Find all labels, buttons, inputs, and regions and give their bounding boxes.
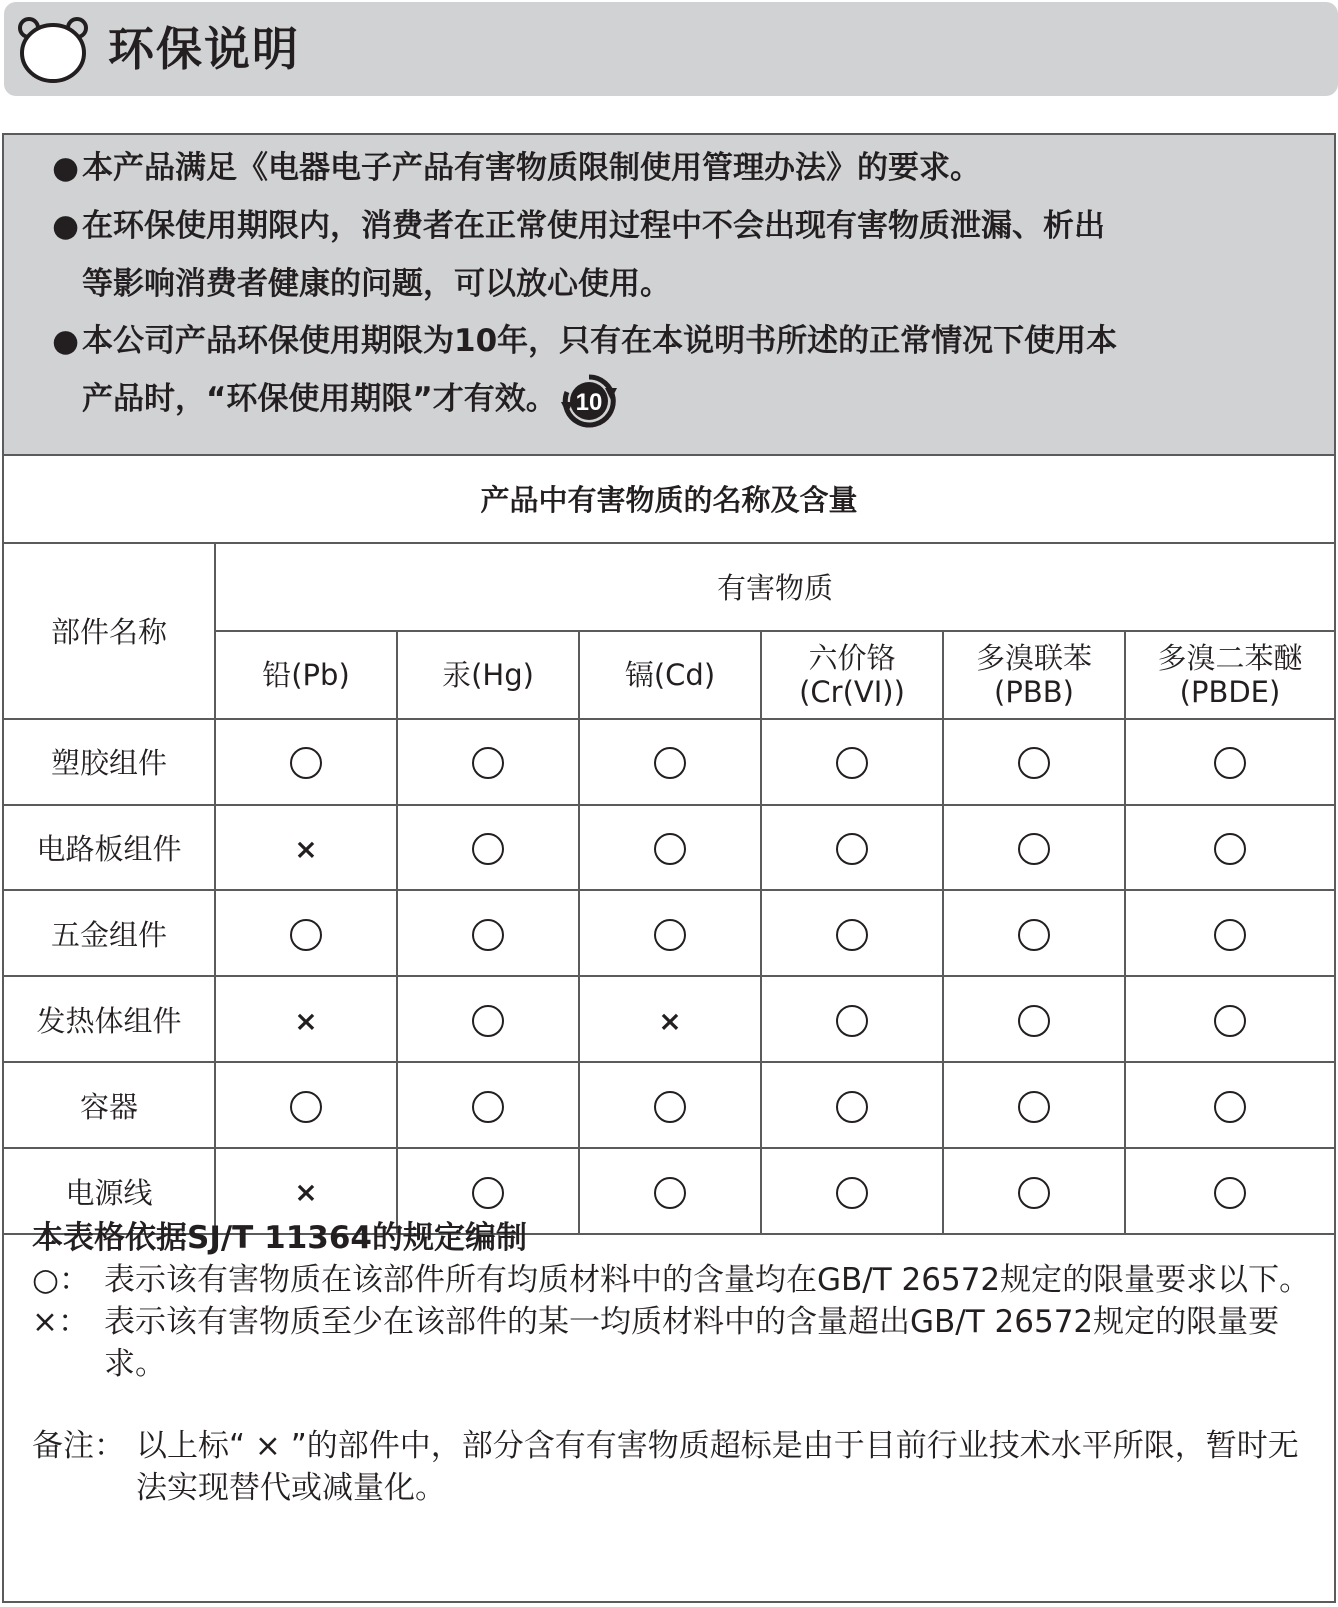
compliant-circle-mark xyxy=(290,1091,322,1123)
compliant-circle-mark xyxy=(836,1091,868,1123)
compliant-circle-mark xyxy=(654,747,686,779)
table-row xyxy=(4,805,1334,891)
compliant-circle-mark xyxy=(836,747,868,779)
table-row xyxy=(4,890,1334,976)
substance-cell xyxy=(1125,719,1334,805)
svg-text:10: 10 xyxy=(575,388,603,416)
table-row xyxy=(4,719,1334,805)
substance-cell xyxy=(397,719,579,805)
part-name-cell: 电路板组件 xyxy=(4,805,215,891)
compliant-circle-mark xyxy=(1214,1005,1246,1037)
compliant-circle-mark xyxy=(654,1177,686,1209)
compliant-circle-mark xyxy=(654,919,686,951)
compliant-circle-mark xyxy=(472,833,504,865)
substance-cell xyxy=(1125,1062,1334,1148)
substance-cell xyxy=(579,719,761,805)
compliant-circle-mark xyxy=(290,747,322,779)
exceeds-cross-mark: × xyxy=(294,1004,318,1038)
legend-cross: ×： 表示该有害物质至少在该部件的某一均质材料中的含量超出GB/T 26572规定的限量要求。 xyxy=(32,1304,1280,1382)
substance-cell xyxy=(215,719,397,805)
exceeds-cross-mark: × xyxy=(294,832,318,866)
substance-cell xyxy=(397,805,579,891)
part-name-cell: 容器 xyxy=(4,1062,215,1148)
compliant-circle-mark xyxy=(1018,833,1050,865)
substance-cell xyxy=(761,805,943,891)
compliant-circle-mark xyxy=(654,833,686,865)
substance-cell xyxy=(943,719,1125,805)
remark: 备注： 以上标“ × ”的部件中，部分含有有害物质超标是由于目前行业技术水平所限，暂时无法实现替代或减量化。 xyxy=(32,1428,1299,1506)
compliant-circle-mark xyxy=(472,747,504,779)
compliant-circle-mark xyxy=(1214,1091,1246,1123)
compliant-circle-mark xyxy=(472,1005,504,1037)
substance-column-header: 多溴二苯醚 (PBDE) xyxy=(1125,631,1334,719)
compliant-circle-mark xyxy=(836,833,868,865)
part-name-cell: 发热体组件 xyxy=(4,976,215,1062)
compliant-circle-mark xyxy=(836,1177,868,1209)
substance-cell xyxy=(1125,890,1334,976)
substance-column-header: 六价铬 (Cr(VI)) xyxy=(761,631,943,719)
substance-cell xyxy=(761,976,943,1062)
section-header xyxy=(4,2,1338,96)
substance-cell xyxy=(397,976,579,1062)
substance-cell xyxy=(761,719,943,805)
part-name-cell: 电源线 xyxy=(4,1148,215,1234)
substance-cell xyxy=(579,976,761,1062)
compliant-circle-mark xyxy=(1214,833,1246,865)
notes-panel xyxy=(4,135,1334,456)
substance-cell xyxy=(761,890,943,976)
substance-cell xyxy=(943,890,1125,976)
compliant-circle-mark xyxy=(836,919,868,951)
part-name-header: 部件名称 xyxy=(4,543,215,719)
substance-cell xyxy=(397,1062,579,1148)
table-footnotes xyxy=(32,1217,1312,1509)
content-frame xyxy=(2,133,1336,1603)
substance-cell xyxy=(579,890,761,976)
substance-column-header: 铅(Pb) xyxy=(215,631,397,719)
substance-column-header: 多溴联苯 (PBB) xyxy=(943,631,1125,719)
compliant-circle-mark xyxy=(290,919,322,951)
compliant-circle-mark xyxy=(472,1091,504,1123)
note-item: ●本产品满足《电器电子产品有害物质限制使用管理办法》的要求。 xyxy=(52,150,981,186)
substance-cell xyxy=(215,1062,397,1148)
page-title: 环保说明 xyxy=(108,22,300,76)
substance-cell xyxy=(943,1062,1125,1148)
compliant-circle-mark xyxy=(1018,747,1050,779)
exceeds-cross-mark: × xyxy=(294,1175,318,1209)
compliant-circle-mark xyxy=(1214,1177,1246,1209)
substance-column-header: 镉(Cd) xyxy=(579,631,761,719)
compliant-circle-mark xyxy=(1214,747,1246,779)
note-item: ●在环保使用期限内，消费者在正常使用过程中不会出现有害物质泄漏、析出 等影响消费者健康的问题，可以放心使用。 xyxy=(52,208,1105,302)
compliant-circle-mark xyxy=(836,1005,868,1037)
substance-cell xyxy=(579,1062,761,1148)
compliant-circle-mark xyxy=(1018,919,1050,951)
part-name-cell: 塑胶组件 xyxy=(4,719,215,805)
substance-cell xyxy=(1125,805,1334,891)
substance-cell xyxy=(215,976,397,1062)
exceeds-cross-mark: × xyxy=(658,1004,682,1038)
substance-cell xyxy=(397,890,579,976)
table-row xyxy=(4,1062,1334,1148)
note-item: ●本公司产品环保使用期限为10年，只有在本说明书所述的正常情况下使用本 产品时，“环保使用期限”才有效。 10 xyxy=(52,312,1272,430)
substance-cell xyxy=(943,805,1125,891)
substance-cell xyxy=(215,805,397,891)
substance-cell xyxy=(215,890,397,976)
compliant-circle-mark xyxy=(1018,1177,1050,1209)
table-title: 产品中有害物质的名称及含量 xyxy=(4,456,1334,543)
legend-circle: ○： 表示该有害物质在该部件所有均质材料中的含量均在GB/T 26572规定的限量要求以下。 xyxy=(32,1262,1311,1298)
compliant-circle-mark xyxy=(1018,1091,1050,1123)
compliant-circle-mark xyxy=(1214,919,1246,951)
substance-cell xyxy=(579,805,761,891)
hazardous-substances-table xyxy=(4,456,1334,1235)
substance-cell xyxy=(761,1062,943,1148)
part-name-cell: 五金组件 xyxy=(4,890,215,976)
environmental-protection-period-icon xyxy=(559,372,619,430)
compliant-circle-mark xyxy=(1018,1005,1050,1037)
hazardous-substances-header: 有害物质 xyxy=(215,543,1334,631)
table-row xyxy=(4,976,1334,1062)
substance-cell xyxy=(1125,976,1334,1062)
substance-column-header: 汞(Hg) xyxy=(397,631,579,719)
standard-basis: 本表格依据SJ/T 11364的规定编制 xyxy=(32,1220,527,1256)
compliant-circle-mark xyxy=(472,1177,504,1209)
substance-cell xyxy=(943,976,1125,1062)
compliant-circle-mark xyxy=(472,919,504,951)
compliant-circle-mark xyxy=(654,1091,686,1123)
bear-face-icon xyxy=(18,15,88,83)
